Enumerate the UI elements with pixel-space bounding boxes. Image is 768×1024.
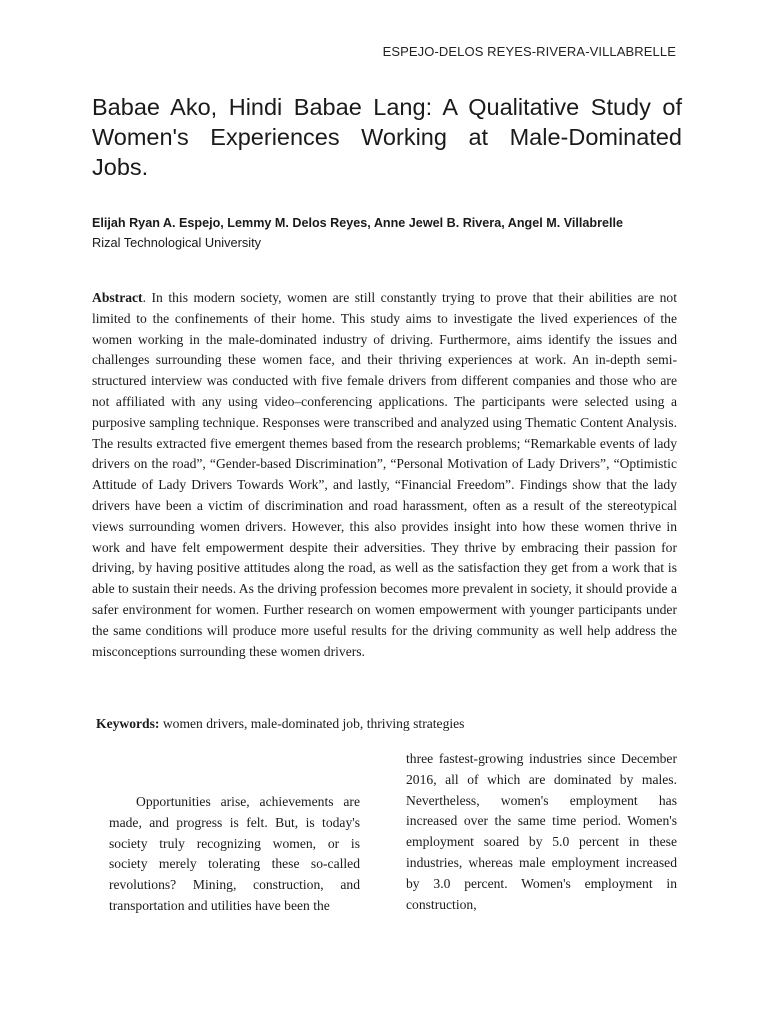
keywords-label: Keywords: <box>96 716 160 731</box>
abstract-text: . In this modern society, women are still constantly trying to prove that their abilities are not limited to the confinements of their home. This study aims to investigate the lived experiences of the women working in the male-dominated industry of driving. Furthermore, aims identify the issues and challenges surrounding these women face, and their thriving experiences at work. An in-depth semi-structured interview was conducted with five female drivers from different companies and those who are not affiliated with any using video–conferencing applications. The participants were selected using a purposive sampling technique. Responses were transcribed and analyzed using Thematic Content Analysis. The results extracted five emergent themes based from the research problems; “Remarkable events of lady drivers on the road”, “Gender-based Discrimination”, “Personal Motivation of Lady Drivers”, “Optimistic Attitude of Lady Drivers Towards Work”, and lastly, “Financial Freedom”. Findings show that the lady drivers have been a victim of discrimination and road harassment, often as a result of the stereotypical views surrounding women drivers. However, this also provides insight into how these women thrive in work and have felt empowerment despite their adversities. They thrive by embracing their passion for driving, by having positive attitudes along the road, as well as the satisfaction they get from a work that is able to sustain their needs. As the driving profession becomes more prevalent in society, it should provide a safer environment for women. Further research on women empowerment with younger participants under the same conditions will produce more useful results for the driving community as well help address the misconceptions surrounding these women drivers. <box>92 290 677 659</box>
abstract <box>92 288 677 662</box>
keywords <box>96 714 464 734</box>
abstract-label: Abstract <box>92 290 143 305</box>
body-left-column: Opportunities arise, achievements are made, and progress is felt. But, is today's society truly recognizing women, or is society merely tolerating these so-called revolutions? Mining, construction, and transportation and utilities have been the <box>109 794 360 913</box>
paper-title: Babae Ako, Hindi Babae Lang: A Qualitative Study of Women's Experiences Working at Male-Dominated Jobs. <box>92 94 682 180</box>
affiliation: Rizal Technological University <box>92 235 262 250</box>
body-right-column: three fastest-growing industries since December 2016, all of which are dominated by males. Nevertheless, women's employment has increased over the same time period. Women's employment soared by 5.0 percent in these industries, whereas male employment increased by 3.0 percent. Women's employment in construction, <box>406 751 677 912</box>
keywords-text: women drivers, male-dominated job, thriving strategies <box>159 716 465 731</box>
running-head: ESPEJO-DELOS REYES-RIVERA-VILLABRELLE <box>382 44 676 59</box>
author-list: Elijah Ryan A. Espejo, Lemmy M. Delos Reyes, Anne Jewel B. Rivera, Angel M. Villabrelle <box>92 216 623 230</box>
